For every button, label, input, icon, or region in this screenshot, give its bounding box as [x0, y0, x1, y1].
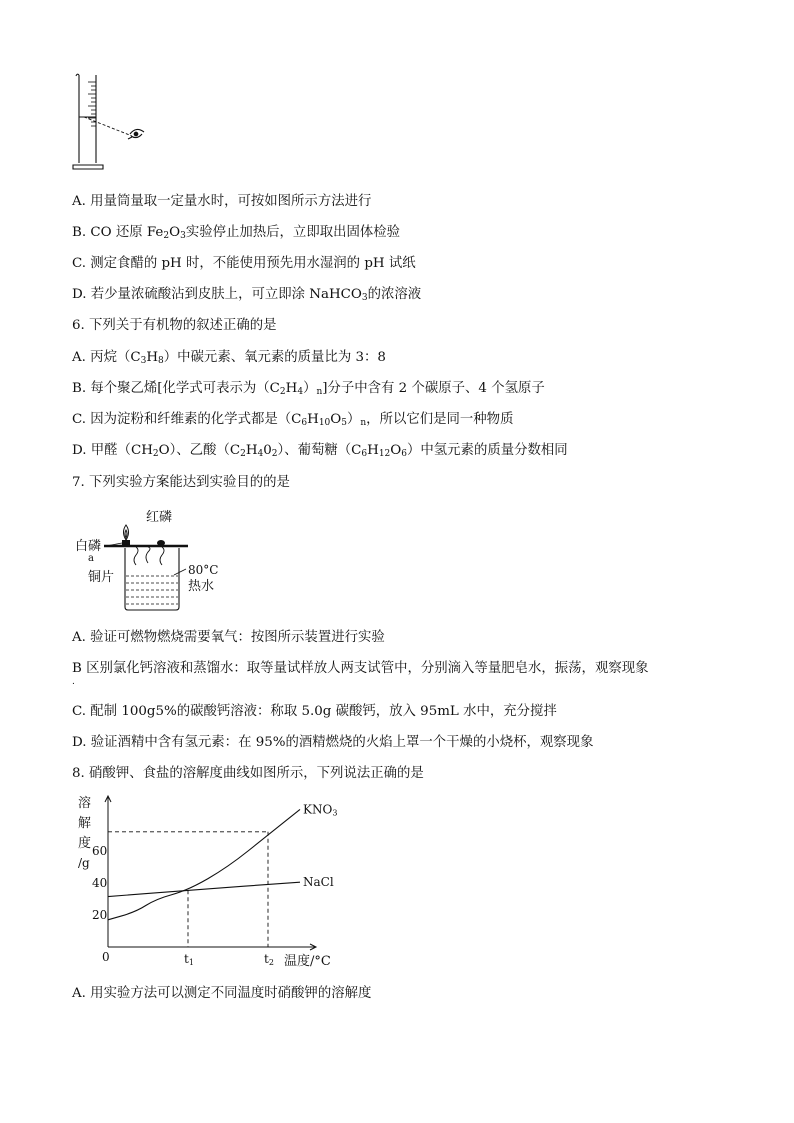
- measuring-cylinder-figure: [70, 70, 160, 175]
- series-label-kno3: KNO3: [303, 802, 338, 818]
- chart-axes: [105, 796, 316, 950]
- q7-option-d: D. 验证酒精中含有氢元素：在 95%的酒精燃烧的火焰上罩一个干燥的小烧杯，观察现象: [72, 735, 594, 750]
- q7-option-b: B 区别氯化钙溶液和蒸馏水：取等量试样放人两支试管中，分别滴入等量肥皂水，振荡，观察现象: [72, 661, 649, 676]
- y-axis-label-2: 解: [78, 816, 92, 831]
- hot-water-label: 热水: [188, 579, 215, 594]
- y-tick-label: 20: [92, 908, 108, 922]
- q6-option-d: D. 甲醛$(CH_2O)$、乙酸$(C_2H_40_2)$、葡萄糖$(C_6H_{12}O_6)$中氢元素的质量分数相同: [72, 443, 568, 459]
- hot-water-pointer: [174, 569, 186, 575]
- q6-option-a: A. 丙烷$(C_3H_8)$中碳元素、氧元素的质量比为 3：8: [72, 350, 386, 366]
- point-a-label: a: [88, 553, 94, 564]
- sight-line: [84, 117, 132, 136]
- x-tick-label: t1: [184, 952, 194, 967]
- measuring-cylinder: [73, 74, 103, 169]
- q8-option-a: A. 用实验方法可以测定不同温度时硝酸钾的溶解度: [72, 986, 372, 1001]
- q7-option-a: A. 验证可燃物燃烧需要氧气：按图所示装置进行实验: [72, 630, 385, 645]
- temperature-label: 80°C: [188, 563, 219, 577]
- q6-option-c: C. 因为淀粉和纤维素的化学式都是$(C_6H_{10}O_5)_n$，所以它们是同一种物质: [72, 412, 514, 428]
- steam: [134, 547, 164, 565]
- white-phosphorus-piece: [122, 540, 130, 545]
- hot-water: [126, 576, 178, 604]
- curve-nacl: [108, 882, 300, 896]
- y-tick-label: 60: [92, 844, 108, 858]
- copper-sheet-label: 铜片: [88, 570, 115, 585]
- q5-option-d: D. 若少量浓硫酸沾到皮肤上，可立即涂 NaHCO$_3$的浓溶液: [72, 287, 422, 303]
- white-phosphorus-label: 白磷: [75, 539, 102, 554]
- q7-stem: 7. 下列实验方案能达到实验目的的是: [72, 475, 290, 490]
- y-axis-label-4: /g: [78, 856, 90, 870]
- x-tick-label: t2: [264, 952, 274, 967]
- chart-labels: [92, 802, 337, 969]
- q6-stem: 6. 下列关于有机物的叙述正确的是: [72, 318, 277, 333]
- curve-kno3: [108, 809, 300, 919]
- q7-option-b-dot: .: [72, 677, 75, 687]
- y-tick-label: 40: [92, 876, 108, 890]
- y-axis-label-1: 溶: [78, 796, 92, 811]
- q7-option-c: C. 配制 100g5%的碳酸钙溶液：称取 5.0g 碳酸钙，放入 95mL 水中，充分搅拌: [72, 704, 557, 719]
- q5-option-b: B. CO 还原 $Fe_2O_3$实验停止加热后，立即取出固体检验: [72, 225, 401, 241]
- q8-stem: 8. 硝酸钾、食盐的溶解度曲线如图所示，下列说法正确的是: [72, 766, 424, 781]
- origin-label: 0: [102, 950, 110, 964]
- q5-option-a: A. 用量筒量取一定量水时，可按如图所示方法进行: [72, 194, 372, 209]
- beaker: [125, 548, 179, 610]
- combustion-experiment-figure: [70, 505, 230, 615]
- y-axis-label: [78, 795, 91, 870]
- red-phosphorus-label: 红磷: [146, 510, 173, 525]
- flame-icon: [124, 525, 129, 540]
- solubility-chart: [72, 790, 338, 980]
- q6-option-b: B. 每个聚乙烯[化学式可表示为$(C_2H_4)_n$]分子中含有 2 个碳原子、4 个氢原子: [72, 381, 545, 397]
- series-label-nacl: NaCl: [303, 875, 334, 890]
- q5-option-c: C. 测定食醋的 pH 时，不能使用预先用水湿润的 pH 试纸: [72, 256, 416, 271]
- y-axis-label-3: 度: [78, 836, 92, 851]
- x-axis-label: 温度/°C: [284, 954, 331, 969]
- curves: [108, 809, 300, 919]
- eye-icon: [128, 129, 144, 139]
